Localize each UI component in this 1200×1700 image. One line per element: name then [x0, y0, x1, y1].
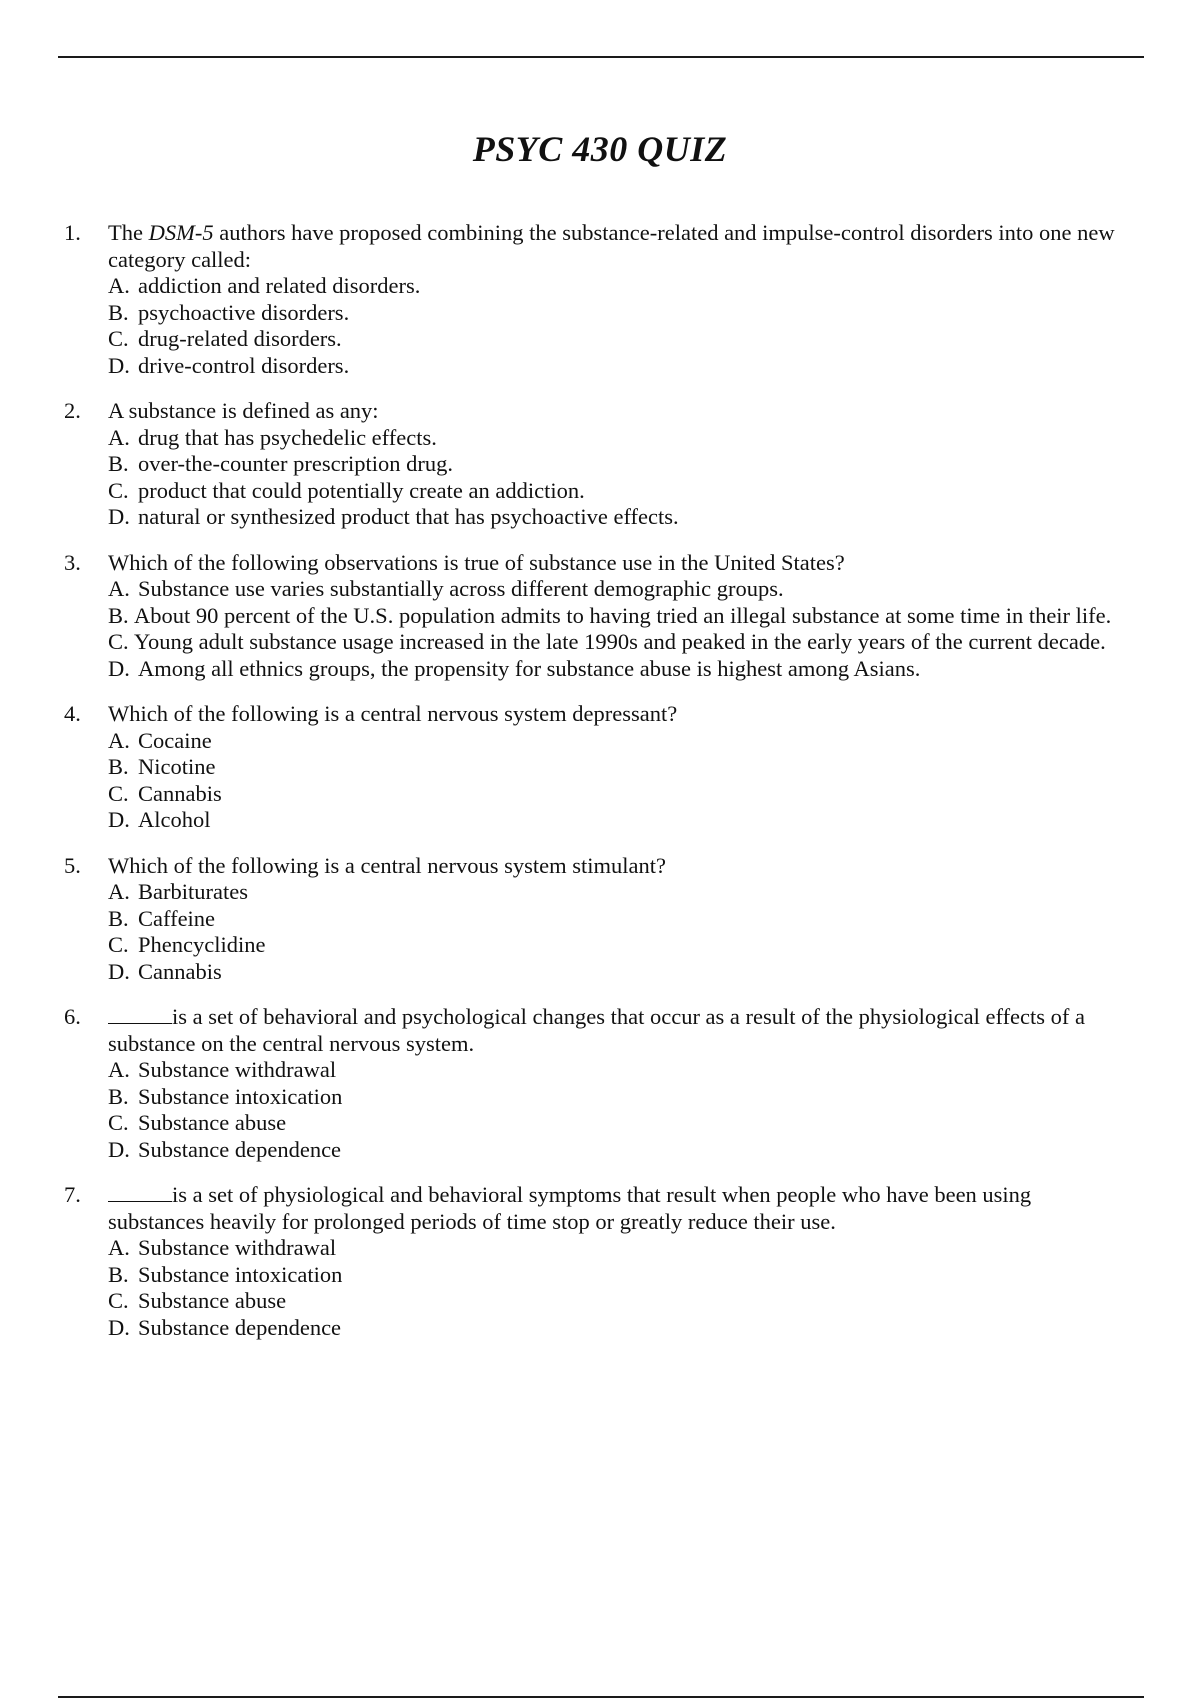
option-b: B. Substance intoxication	[108, 1083, 343, 1109]
question-2	[0, 398, 1200, 531]
option-d: D. drive-control disorders.	[108, 352, 350, 378]
option-a: A. Cocaine	[108, 727, 212, 753]
question-3	[0, 550, 1200, 683]
top-rule	[58, 56, 1144, 58]
option-b: B. Nicotine	[108, 754, 216, 779]
question-1	[0, 220, 1200, 379]
question-stem: Which of the following is a central nervous system depressant?	[108, 701, 678, 726]
option-b: B. Caffeine	[108, 905, 216, 931]
question-6	[0, 1004, 1200, 1163]
option-a: A. addiction and related disorders.	[108, 273, 421, 298]
question-number: 2.	[64, 398, 81, 423]
question-number: 3.	[64, 549, 81, 575]
question-stem: Which of the following observations is true of substance use in the United States?	[108, 549, 845, 575]
option-b: B. About 90 percent of the U.S. population admits to having tried an illegal substance at some time in their life.	[108, 602, 1112, 628]
answer-blank	[108, 1005, 172, 1024]
option-c: C. Cannabis	[108, 780, 222, 806]
question-7	[0, 1182, 1200, 1341]
question-list	[0, 220, 1200, 1360]
question-number: 5.	[64, 852, 81, 878]
option-d: D. Alcohol	[108, 807, 211, 832]
question-4	[0, 701, 1200, 834]
option-d: D. Among all ethnics groups, the propensity for substance abuse is highest among Asians.	[108, 655, 921, 681]
option-c: C. drug-related disorders.	[108, 326, 342, 351]
dsm-title: DSM-5	[148, 220, 214, 245]
option-d: D. natural or synthesized product that has psychoactive effects.	[108, 504, 679, 529]
option-c: C. Substance abuse	[108, 1288, 287, 1313]
option-b: B. psychoactive disorders.	[108, 299, 350, 325]
question-number: 4.	[64, 701, 81, 726]
option-d: D. Substance dependence	[108, 1136, 342, 1162]
option-a: A. Barbiturates	[108, 879, 248, 904]
question-stem: is a set of physiological and behavioral symptoms that result when people who have been using substances heavily for prolonged periods of time stop or greatly reduce their use.	[108, 1182, 1032, 1234]
option-c: C. Phencyclidine	[108, 932, 266, 957]
option-c: C. Substance abuse	[108, 1110, 287, 1135]
option-b: B. Substance intoxication	[108, 1261, 343, 1287]
option-d: D. Substance dependence	[108, 1314, 342, 1340]
option-c: C. product that could potentially create an addiction.	[108, 477, 585, 503]
question-stem: The DSM-5 authors have proposed combining the substance-related and impulse-control disorders into one new category called:	[108, 220, 1115, 272]
question-number: 7.	[64, 1182, 81, 1207]
option-c: C. Young adult substance usage increased in the late 1990s and peaked in the early years of the current decade.	[108, 629, 1106, 654]
bottom-rule	[58, 1696, 1144, 1698]
question-stem: Which of the following is a central nervous system stimulant?	[108, 852, 666, 878]
option-b: B. over-the-counter prescription drug.	[108, 451, 454, 476]
question-5	[0, 853, 1200, 986]
option-a: A. Substance use varies substantially across different demographic groups.	[108, 576, 784, 601]
page-title: PSYC 430 QUIZ	[472, 129, 728, 169]
question-number: 6.	[64, 1004, 81, 1029]
option-d: D. Cannabis	[108, 958, 222, 984]
answer-blank	[108, 1183, 172, 1202]
option-a: A. Substance withdrawal	[108, 1235, 337, 1260]
question-stem: is a set of behavioral and psychological changes that occur as a result of the physiological effects of a substance on the central nervous system.	[108, 1004, 1086, 1056]
question-number: 1.	[64, 220, 81, 245]
question-stem: A substance is defined as any:	[108, 398, 379, 423]
option-a: A. Substance withdrawal	[108, 1057, 337, 1082]
option-a: A. drug that has psychedelic effects.	[108, 424, 437, 450]
